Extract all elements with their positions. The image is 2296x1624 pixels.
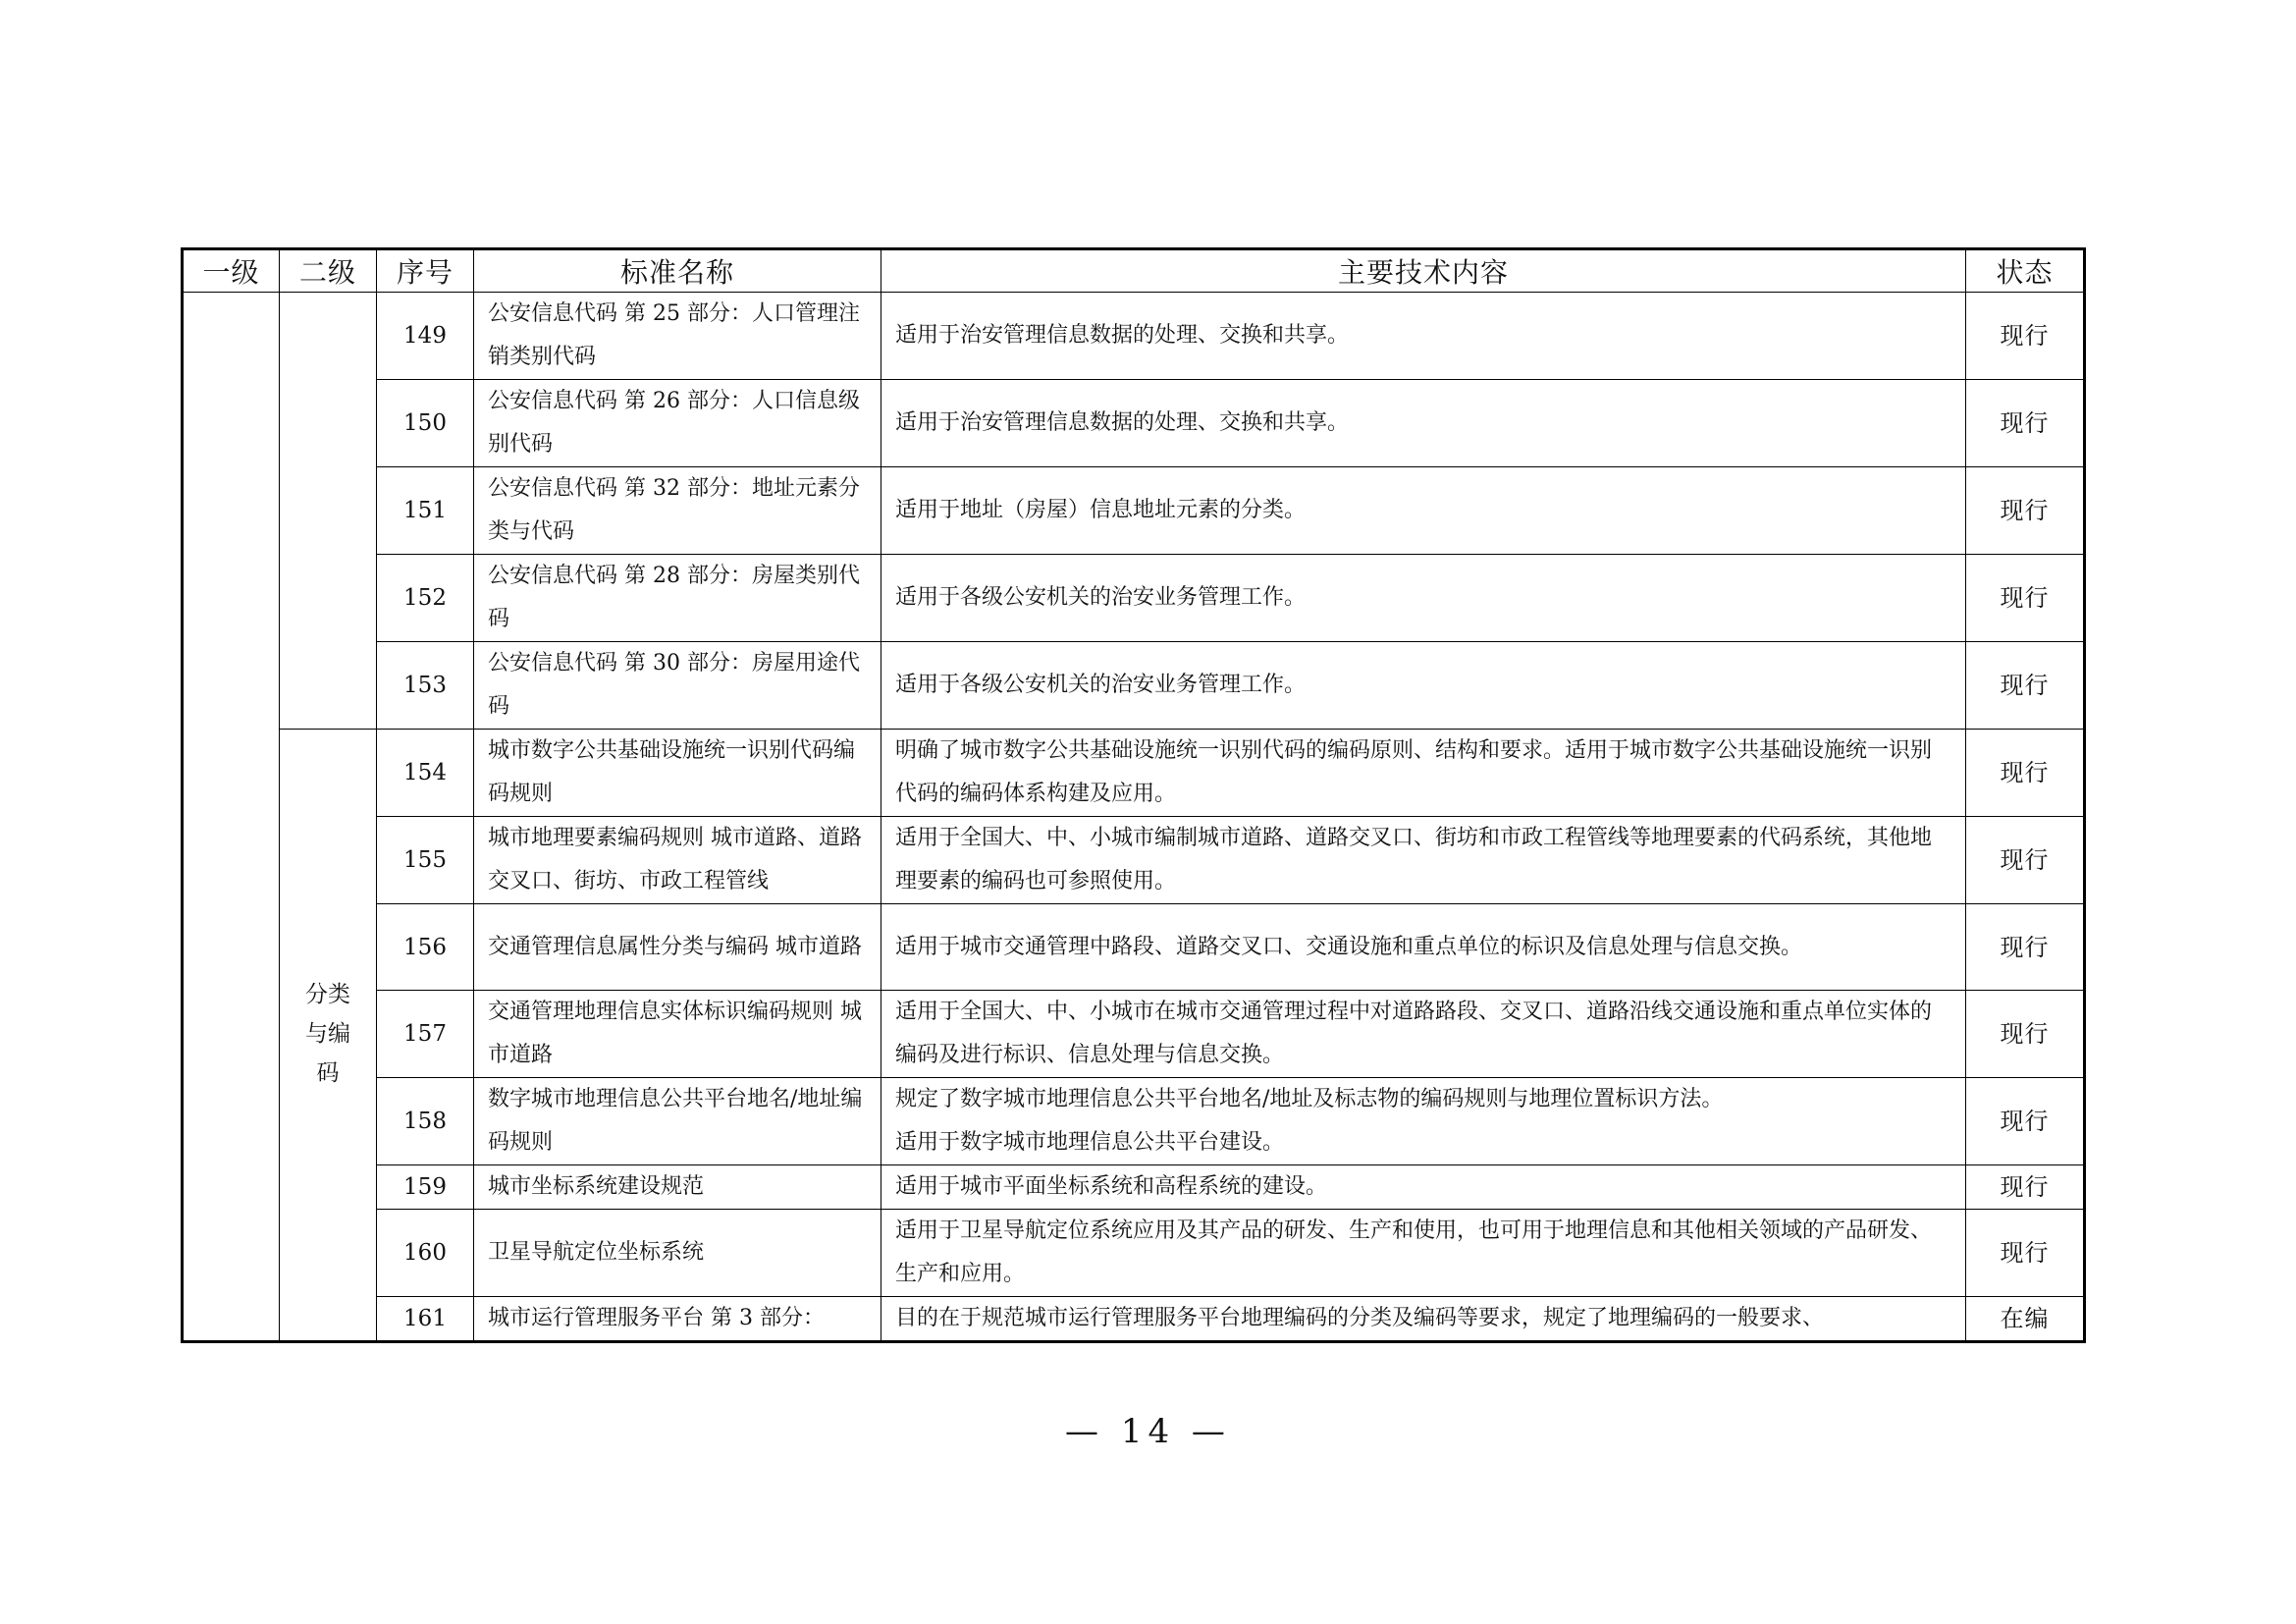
name-cell: 公安信息代码 第 26 部分：人口信息级别代码 — [474, 380, 881, 467]
content-cell — [881, 1078, 1966, 1165]
content-cell: 适用于各级公安机关的治安业务管理工作。 — [881, 642, 1966, 730]
seq-cell: 155 — [377, 817, 474, 904]
level1-cell — [183, 293, 280, 1342]
seq-cell: 157 — [377, 991, 474, 1078]
table-row — [183, 1078, 2085, 1165]
table-row — [183, 380, 2085, 467]
status-cell: 现行 — [1966, 642, 2085, 730]
header-status: 状态 — [1966, 249, 2085, 293]
seq-cell: 151 — [377, 467, 474, 555]
name-cell: 公安信息代码 第 32 部分：地址元素分类与代码 — [474, 467, 881, 555]
table-row — [183, 467, 2085, 555]
table-row — [183, 730, 2085, 817]
name-cell: 城市坐标系统建设规范 — [474, 1165, 881, 1210]
header-name: 标准名称 — [474, 249, 881, 293]
seq-cell: 153 — [377, 642, 474, 730]
status-cell: 现行 — [1966, 991, 2085, 1078]
table-row — [183, 817, 2085, 904]
content-cell: 适用于全国大、中、小城市在城市交通管理过程中对道路路段、交叉口、道路沿线交通设施和重点单位实体的编码及进行标识、信息处理与信息交换。 — [881, 991, 1966, 1078]
name-cell: 交通管理信息属性分类与编码 城市道路 — [474, 904, 881, 991]
header-content: 主要技术内容 — [881, 249, 1966, 293]
content-cell: 适用于治安管理信息数据的处理、交换和共享。 — [881, 380, 1966, 467]
name-cell: 卫星导航定位坐标系统 — [474, 1210, 881, 1297]
seq-cell: 161 — [377, 1297, 474, 1342]
table-row — [183, 293, 2085, 380]
table-row — [183, 1165, 2085, 1210]
content-cell: 明确了城市数字公共基础设施统一识别代码的编码原则、结构和要求。适用于城市数字公共基础设施统一识别代码的编码体系构建及应用。 — [881, 730, 1966, 817]
table-row — [183, 1297, 2085, 1342]
page-number: — 14 — — [1065, 1412, 1231, 1451]
status-cell: 现行 — [1966, 904, 2085, 991]
table-row — [183, 904, 2085, 991]
seq-cell: 160 — [377, 1210, 474, 1297]
status-cell: 在编 — [1966, 1297, 2085, 1342]
seq-cell: 150 — [377, 380, 474, 467]
content-cell: 目的在于规范城市运行管理服务平台地理编码的分类及编码等要求，规定了地理编码的一般要求、 — [881, 1297, 1966, 1342]
content-cell: 适用于城市平面坐标系统和高程系统的建设。 — [881, 1165, 1966, 1210]
name-cell: 城市数字公共基础设施统一识别代码编码规则 — [474, 730, 881, 817]
name-cell: 数字城市地理信息公共平台地名/地址编码规则 — [474, 1078, 881, 1165]
seq-cell: 149 — [377, 293, 474, 380]
table-row — [183, 555, 2085, 642]
header-seq: 序号 — [377, 249, 474, 293]
header-level1: 一级 — [183, 249, 280, 293]
seq-cell: 158 — [377, 1078, 474, 1165]
table-header-row — [183, 249, 2085, 293]
table-row — [183, 1210, 2085, 1297]
status-cell: 现行 — [1966, 1210, 2085, 1297]
seq-cell: 152 — [377, 555, 474, 642]
name-cell: 交通管理地理信息实体标识编码规则 城市道路 — [474, 991, 881, 1078]
seq-cell: 159 — [377, 1165, 474, 1210]
status-cell: 现行 — [1966, 1078, 2085, 1165]
status-cell: 现行 — [1966, 380, 2085, 467]
content-cell: 适用于治安管理信息数据的处理、交换和共享。 — [881, 293, 1966, 380]
status-cell: 现行 — [1966, 555, 2085, 642]
name-cell: 城市地理要素编码规则 城市道路、道路交叉口、街坊、市政工程管线 — [474, 817, 881, 904]
content-line-1: 规定了数字城市地理信息公共平台地名/地址及标志物的编码规则与地理位置标识方法。 — [895, 1087, 1724, 1111]
name-cell: 公安信息代码 第 25 部分：人口管理注销类别代码 — [474, 293, 881, 380]
content-cell: 适用于全国大、中、小城市编制城市道路、道路交叉口、街坊和市政工程管线等地理要素的代码系统，其他地理要素的编码也可参照使用。 — [881, 817, 1966, 904]
name-cell: 公安信息代码 第 30 部分：房屋用途代码 — [474, 642, 881, 730]
content-cell: 适用于地址（房屋）信息地址元素的分类。 — [881, 467, 1966, 555]
content-cell: 适用于城市交通管理中路段、道路交叉口、交通设施和重点单位的标识及信息处理与信息交换。 — [881, 904, 1966, 991]
table-row — [183, 642, 2085, 730]
status-cell: 现行 — [1966, 467, 2085, 555]
category-cell — [280, 730, 377, 1342]
status-cell: 现行 — [1966, 293, 2085, 380]
standards-table — [181, 247, 2086, 1343]
category-label: 分类与编码 — [305, 981, 350, 1086]
name-cell: 城市运行管理服务平台 第 3 部分： — [474, 1297, 881, 1342]
name-cell: 公安信息代码 第 28 部分：房屋类别代码 — [474, 555, 881, 642]
table-row — [183, 991, 2085, 1078]
status-cell: 现行 — [1966, 1165, 2085, 1210]
header-level2: 二级 — [280, 249, 377, 293]
content-cell: 适用于各级公安机关的治安业务管理工作。 — [881, 555, 1966, 642]
status-cell: 现行 — [1966, 817, 2085, 904]
seq-cell: 154 — [377, 730, 474, 817]
status-cell: 现行 — [1966, 730, 2085, 817]
level2-cell — [280, 293, 377, 730]
content-line-2: 适用于数字城市地理信息公共平台建设。 — [895, 1130, 1285, 1155]
seq-cell: 156 — [377, 904, 474, 991]
content-cell: 适用于卫星导航定位系统应用及其产品的研发、生产和使用，也可用于地理信息和其他相关领域的产品研发、生产和应用。 — [881, 1210, 1966, 1297]
